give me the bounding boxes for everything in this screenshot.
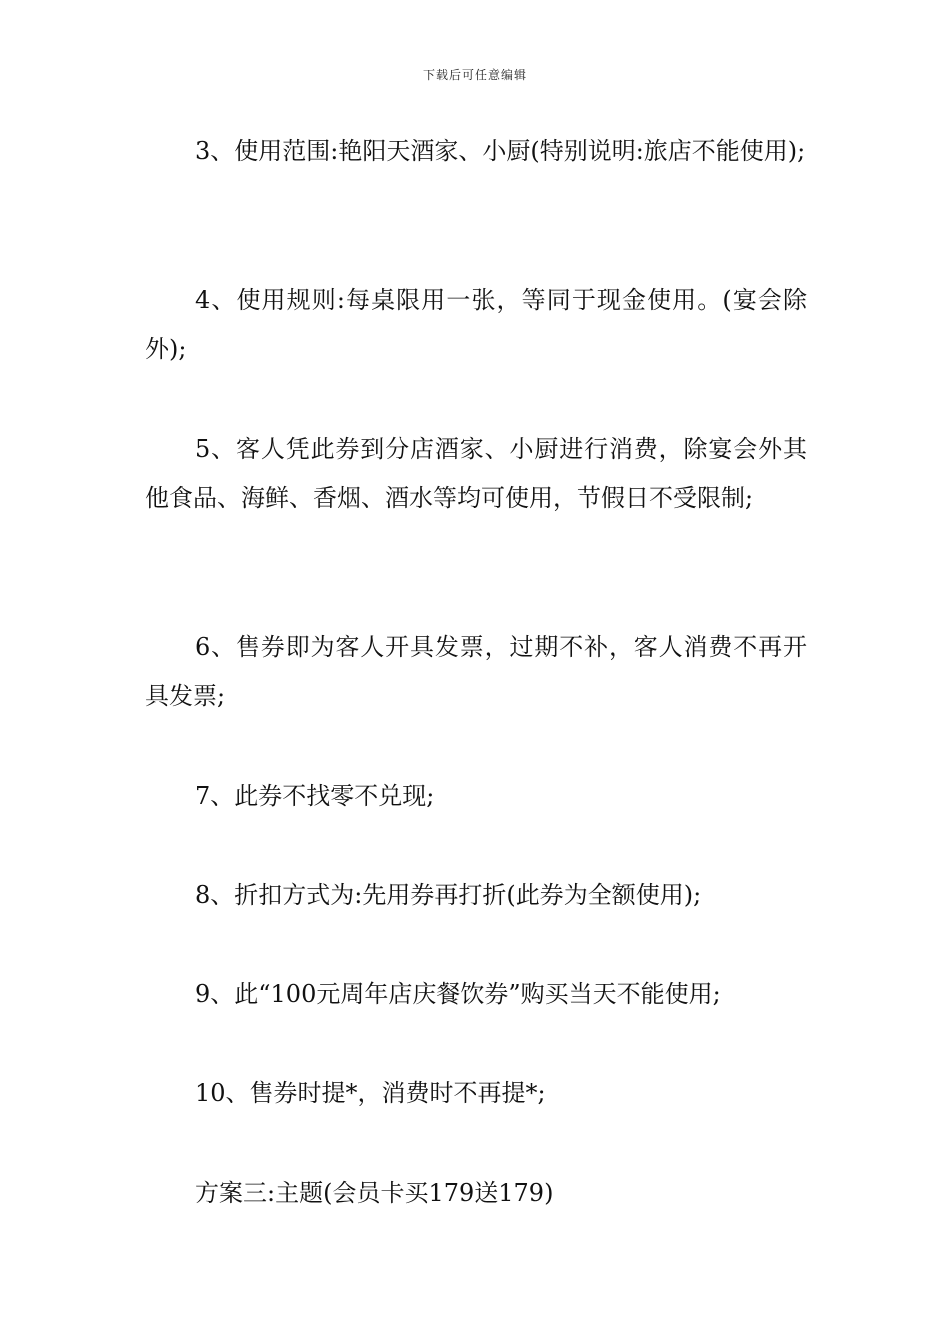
paragraph-usage-rules: 4、使用规则:每桌限用一张，等同于现金使用。(宴会除外); [145, 286, 807, 363]
paragraph-plan-three: 方案三:主题(会员卡买179送179) [195, 1179, 554, 1207]
paragraph-commission: 10、售券时提*，消费时不再提*; [195, 1079, 546, 1107]
paragraph-usage-scope: 3、使用范围:艳阳天酒家、小厨(特别说明:旅店不能使用); [195, 137, 806, 165]
paragraph-no-change: 7、此券不找零不兑现; [195, 782, 435, 810]
page-header-note: 下载后可任意编辑 [422, 68, 527, 82]
paragraph-consumption: 5、客人凭此券到分店酒家、小厨进行消费，除宴会外其他食品、海鲜、香烟、酒水等均可使用，节假日不受限制; [145, 435, 807, 512]
paragraph-invoice: 6、售券即为客人开具发票，过期不补，客人消费不再开具发票; [145, 633, 807, 710]
paragraph-discount-method: 8、折扣方式为:先用券再打折(此券为全额使用); [195, 881, 702, 909]
paragraph-purchase-day: 9、此“100元周年店庆餐饮券”购买当天不能使用; [195, 980, 721, 1008]
